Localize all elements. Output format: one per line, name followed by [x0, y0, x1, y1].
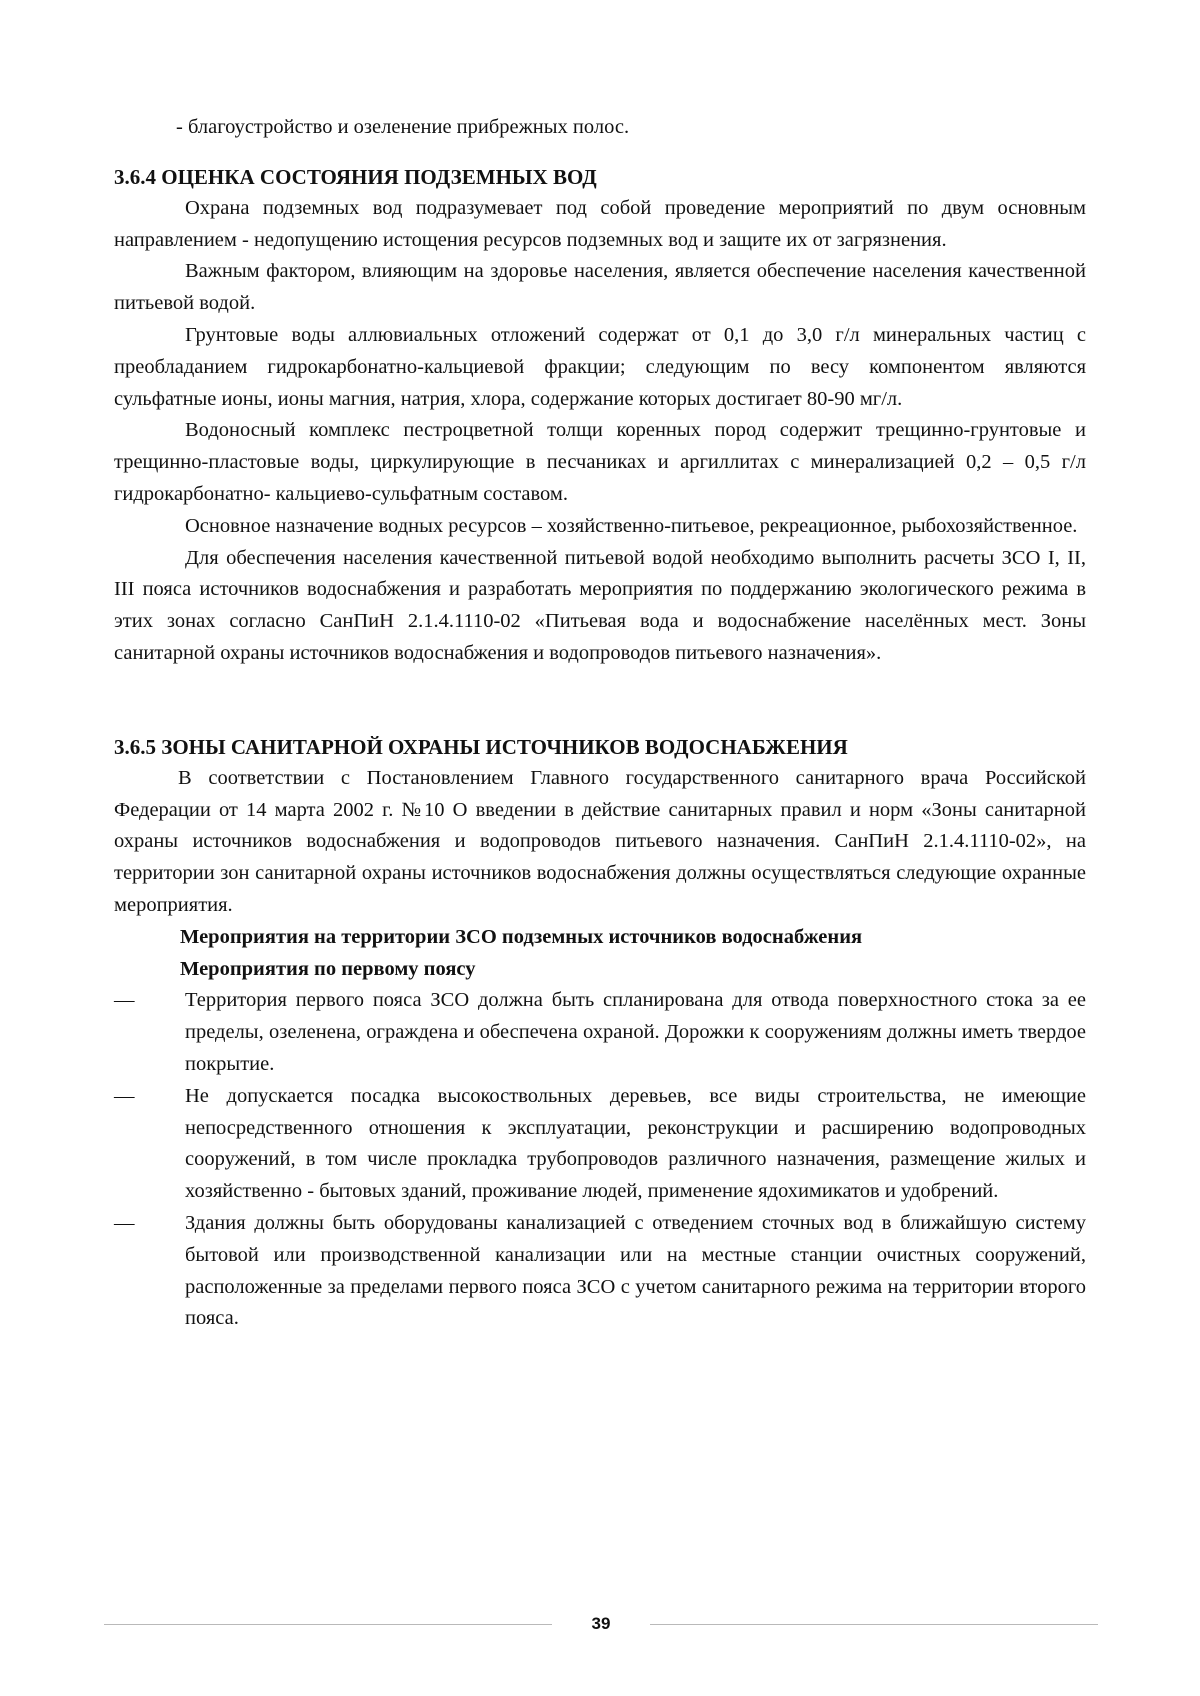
list-item: [114, 1081, 1086, 1208]
dash-bullet: —: [114, 1084, 135, 1107]
section-heading-3-6-4: 3.6.4 ОЦЕНКА СОСТОЯНИЯ ПОДЗЕМНЫХ ВОД: [114, 164, 597, 189]
paragraph: В соответствии с Постановлением Главного государственного санитарного врача Российской Федерации от 14 марта 2002 г. №10 О введении в действие санитарных правил и норм «Зоны санитарной охраны источников водоснабжения и водопроводов питьевого назначения. СанПиН 2.1.4.1110-02», на территории зон санитарной охраны источников водоснабжения должны осуществляться следующие охранные мероприятия.: [114, 766, 1086, 916]
list-item-text: Территория первого пояса ЗСО должна быть спланирована для отвода поверхностного стока за ее пределы, озеленена, ограждена и обеспечена охраной. Дорожки к сооружениям должны иметь твердое покрытие.: [185, 989, 1086, 1075]
paragraph: Грунтовые воды аллювиальных отложений содержат от 0,1 до 3,0 г/л минеральных частиц с преобладанием гидрокарбонатно-кальциевой фракции; следующим по весу компонентом являются сульфатные ионы, ионы магния, натрия, хлора, содержание которых достигает 80-90 мг/л.: [114, 323, 1086, 410]
dash-bullet: —: [114, 989, 135, 1012]
list-item: [114, 985, 1086, 1080]
list-item-text: Не допускается посадка высокоствольных деревьев, все виды строительства, не имеющие непосредственного отношения к эксплуатации, реконструкции и расширению водопроводных сооружений, в том числе прокладка трубопроводов различного назначения, размещение жилых и хозяйственно - бытовых зданий, проживание людей, применение ядохимикатов и удобрений.: [185, 1084, 1086, 1203]
list-item-text: Здания должны быть оборудованы канализацией с отведением сточных вод в ближайшую систему бытовой или производственной канализации или на местные станции очистных сооружений, расположенные за пределами первого пояса ЗСО с учетом санитарного режима на территории второго пояса.: [185, 1211, 1086, 1330]
page-content: [114, 112, 1086, 1335]
paragraph: Основное назначение водных ресурсов – хозяйственно-питьевое, рекреационное, рыбохозяйственное.: [185, 514, 1078, 537]
page-footer: [104, 1610, 1098, 1640]
paragraph: Важным фактором, влияющим на здоровье населения, является обеспечение населения качественной питьевой водой.: [114, 260, 1086, 315]
section-heading-3-6-5: 3.6.5 ЗОНЫ САНИТАРНОЙ ОХРАНЫ ИСТОЧНИКОВ ВОДОСНАБЖЕНИЯ: [114, 734, 848, 759]
footer-rule-right: [650, 1624, 1098, 1625]
paragraph: Для обеспечения населения качественной питьевой водой необходимо выполнить расчеты ЗСО I, II, III пояса источников водоснабжения и разработать мероприятия по поддержанию экологического режима в этих зонах согласно СанПиН 2.1.4.1110-02 «Питьевая вода и водоснабжение населённых мест. Зоны санитарной охраны источников водоснабжения и водопроводов питьевого назначения».: [114, 546, 1086, 664]
subheading-first-zone: Мероприятия по первому поясу: [180, 957, 476, 980]
paragraph: Охрана подземных вод подразумевает под собой проведение мероприятий по двум основным направлением - недопущению истощения ресурсов подземных вод и защите их от загрязнения.: [114, 196, 1086, 251]
subheading-zso-measures: Мероприятия на территории ЗСО подземных источников водоснабжения: [180, 925, 863, 948]
dash-bullet: —: [114, 1211, 135, 1234]
list-item: [114, 1208, 1086, 1335]
footer-rule-left: [104, 1624, 552, 1625]
paragraph: Водоносный комплекс пестроцветной толщи коренных пород содержит трещинно-грунтовые и трещинно-пластовые воды, циркулирующие в песчаниках и аргиллитах с минерализацией 0,2 – 0,5 г/л гидрокарбонатно- кальциево-сульфатным составом.: [114, 419, 1086, 505]
page-number: 39: [591, 1614, 611, 1633]
measures-list: [114, 985, 1086, 1335]
intro-dash-line: - благоустройство и озеленение прибрежных полос.: [176, 116, 630, 138]
